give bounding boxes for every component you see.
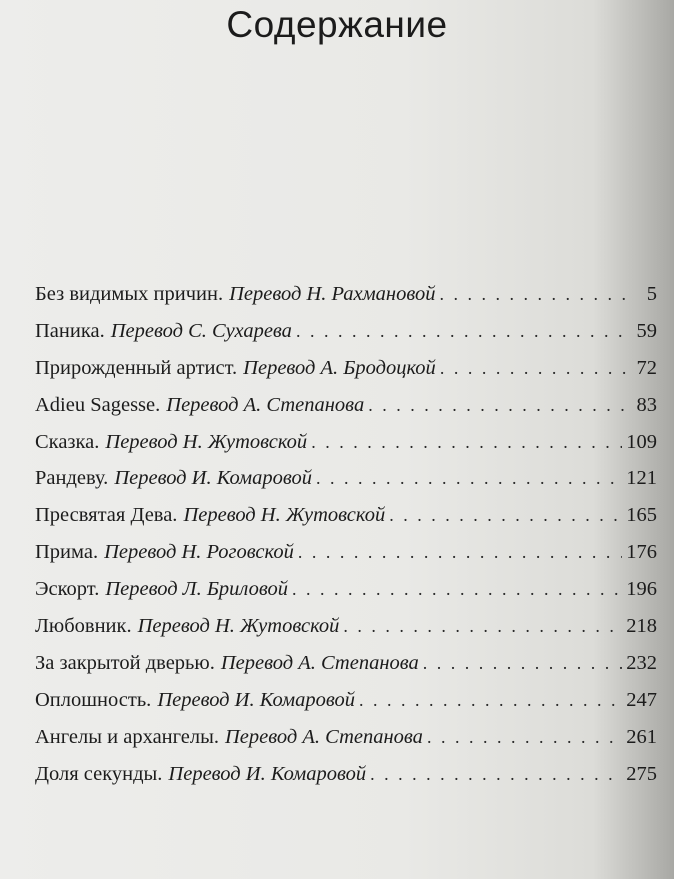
toc-entry <box>35 763 657 800</box>
toc-entry <box>35 283 657 320</box>
story-title: Оплошность. <box>35 688 152 711</box>
page-number: 176 <box>626 541 657 564</box>
table-of-contents <box>35 283 657 799</box>
page-number: 59 <box>636 319 657 342</box>
dot-leader <box>389 505 622 526</box>
toc-entry <box>35 652 657 689</box>
page-number: 121 <box>626 467 657 490</box>
dot-leader <box>316 468 622 489</box>
translator-credit: Перевод И. Комаровой <box>114 467 312 490</box>
translator-credit: Перевод А. Степанова <box>225 725 423 748</box>
page-number: 261 <box>626 725 657 748</box>
toc-entry <box>35 615 657 652</box>
translator-credit: Перевод И. Комаровой <box>157 688 355 711</box>
story-title: Adieu Sagesse. <box>35 393 161 416</box>
story-title: За закрытой дверью. <box>35 651 215 674</box>
story-title: Эскорт. <box>35 578 100 601</box>
toc-entry <box>35 357 657 394</box>
story-title: Любовник. <box>35 615 132 638</box>
toc-entry <box>35 578 657 615</box>
story-title: Прима. <box>35 541 99 564</box>
dot-leader <box>427 727 622 748</box>
toc-entry <box>35 689 657 726</box>
dot-leader <box>343 616 622 637</box>
dot-leader <box>311 432 622 453</box>
translator-credit: Перевод Н. Роговской <box>104 541 294 564</box>
translator-credit: Перевод И. Комаровой <box>168 762 367 785</box>
toc-entry <box>35 541 657 578</box>
page-number: 275 <box>626 762 657 785</box>
translator-credit: Перевод Н. Жутовской <box>105 430 308 453</box>
dot-leader <box>298 542 622 563</box>
page-number: 83 <box>636 393 657 416</box>
toc-entry <box>35 394 657 431</box>
toc-entry <box>35 504 657 541</box>
dot-leader <box>296 321 631 342</box>
story-title: Паника. <box>35 319 105 342</box>
page-number: 109 <box>626 430 657 453</box>
page-number: 72 <box>636 356 657 379</box>
dot-leader <box>359 690 622 711</box>
translator-credit: Перевод А. Степанова <box>166 393 365 416</box>
toc-entry <box>35 467 657 504</box>
toc-entry <box>35 320 657 357</box>
page-number: 5 <box>646 283 657 305</box>
page-number: 218 <box>626 615 657 638</box>
story-title: Без видимых причин. <box>35 283 224 305</box>
story-title: Пресвятая Дева. <box>35 504 178 527</box>
dot-leader <box>440 358 631 379</box>
toc-entry <box>35 726 657 763</box>
translator-credit: Перевод А. Степанова <box>220 651 419 674</box>
story-title: Прирожденный артист. <box>35 356 238 379</box>
translator-credit: Перевод Л. Бриловой <box>105 578 288 601</box>
translator-credit: Перевод Н. Жутовской <box>183 504 386 527</box>
toc-entry <box>35 431 657 468</box>
story-title: Сказка. <box>35 430 100 453</box>
story-title: Рандеву. <box>35 467 109 490</box>
translator-credit: Перевод Н. Рахмановой <box>229 283 436 305</box>
page-number: 196 <box>626 578 657 601</box>
page-number: 247 <box>626 688 657 711</box>
translator-credit: Перевод С. Сухарева <box>110 319 292 342</box>
dot-leader <box>368 395 631 416</box>
story-title: Ангелы и архангелы. <box>35 725 219 748</box>
translator-credit: Перевод Н. Жутовской <box>137 615 340 638</box>
story-title: Доля секунды. <box>35 762 163 785</box>
page-title: Содержание <box>226 4 448 45</box>
dot-leader <box>439 284 631 305</box>
page-number: 232 <box>626 651 657 674</box>
translator-credit: Перевод А. Бродоцкой <box>243 356 436 379</box>
dot-leader <box>423 653 622 674</box>
dot-leader <box>370 764 622 785</box>
page-number: 165 <box>626 504 657 527</box>
dot-leader <box>292 579 622 600</box>
